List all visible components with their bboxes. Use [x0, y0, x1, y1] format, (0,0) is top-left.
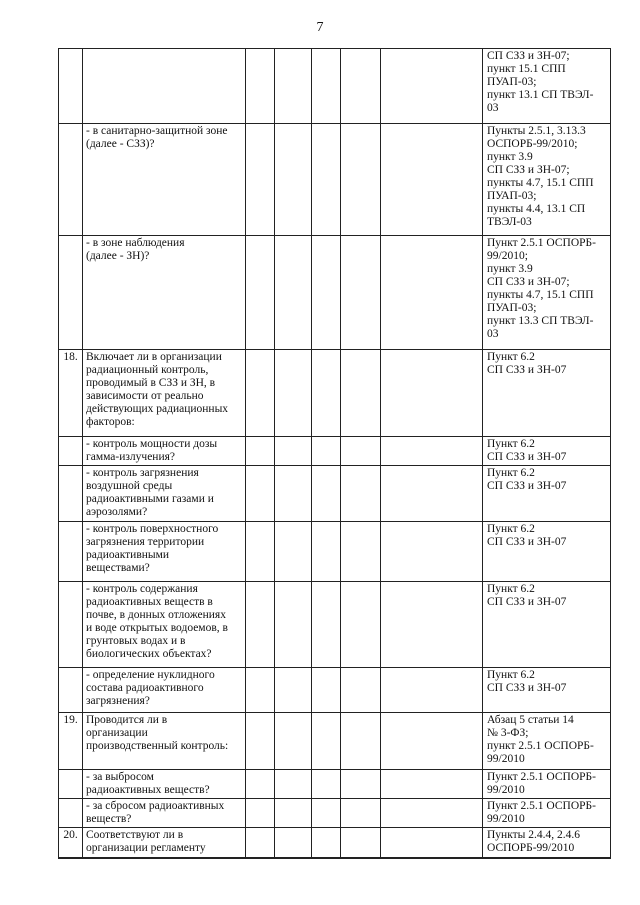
table-row: [59, 49, 611, 124]
item-number: [59, 466, 83, 522]
notes-cell: [381, 522, 483, 582]
table-row: [59, 466, 611, 522]
answer-cell-extra: [341, 713, 381, 770]
notes-cell: [381, 828, 483, 858]
table-row: [59, 713, 611, 770]
table-row: [59, 668, 611, 713]
answer-cell-yes: [246, 668, 275, 713]
notes-cell: [381, 770, 483, 799]
reference-cell: Пункт 6.2 СП СЗЗ и ЗН-07: [483, 437, 611, 466]
answer-cell-no: [275, 124, 312, 236]
answer-cell-extra: [341, 799, 381, 828]
item-number: [59, 799, 83, 828]
table-row: [59, 350, 611, 437]
answer-cell-yes: [246, 124, 275, 236]
notes-cell: [381, 124, 483, 236]
reference-cell: Пункт 2.5.1 ОСПОРБ- 99/2010; пункт 3.9 СП СЗЗ и ЗН-07; пункты 4.7, 15.1 СПП ПУАП-03; пункт 13.3 СП ТВЭЛ- 03: [483, 236, 611, 350]
item-number: [59, 582, 83, 668]
answer-cell-no: [275, 437, 312, 466]
table-row: [59, 582, 611, 668]
answer-cell-no: [275, 522, 312, 582]
reference-cell: Пункт 2.5.1 ОСПОРБ- 99/2010: [483, 799, 611, 828]
reference-cell: Пункт 6.2 СП СЗЗ и ЗН-07: [483, 522, 611, 582]
item-number: 18.: [59, 350, 83, 437]
reference-cell: Пункт 6.2 СП СЗЗ и ЗН-07: [483, 350, 611, 437]
answer-cell-yes: [246, 799, 275, 828]
answer-cell-extra: [341, 522, 381, 582]
answer-cell-na: [312, 437, 341, 466]
item-number: [59, 124, 83, 236]
item-number: [59, 49, 83, 124]
answer-cell-yes: [246, 828, 275, 858]
answer-cell-no: [275, 799, 312, 828]
answer-cell-no: [275, 466, 312, 522]
answer-cell-yes: [246, 49, 275, 124]
reference-cell: Пункт 6.2 СП СЗЗ и ЗН-07: [483, 466, 611, 522]
answer-cell-extra: [341, 466, 381, 522]
answer-cell-na: [312, 668, 341, 713]
answer-cell-no: [275, 828, 312, 858]
answer-cell-extra: [341, 770, 381, 799]
answer-cell-na: [312, 828, 341, 858]
reference-cell: Пункт 2.5.1 ОСПОРБ- 99/2010: [483, 770, 611, 799]
answer-cell-na: [312, 770, 341, 799]
answer-cell-na: [312, 522, 341, 582]
answer-cell-extra: [341, 236, 381, 350]
item-number: 20.: [59, 828, 83, 858]
table-row: [59, 236, 611, 350]
answer-cell-yes: [246, 522, 275, 582]
notes-cell: [381, 668, 483, 713]
question-cell: - в зоне наблюдения (далее - ЗН)?: [83, 236, 246, 350]
table-row: [59, 799, 611, 828]
answer-cell-no: [275, 49, 312, 124]
answer-cell-na: [312, 124, 341, 236]
answer-cell-na: [312, 582, 341, 668]
answer-cell-yes: [246, 236, 275, 350]
table-row: [59, 437, 611, 466]
question-cell: - контроль мощности дозы гамма-излучения?: [83, 437, 246, 466]
item-number: [59, 770, 83, 799]
notes-cell: [381, 437, 483, 466]
notes-cell: [381, 236, 483, 350]
page-number: 7: [316, 20, 324, 35]
answer-cell-no: [275, 668, 312, 713]
answer-cell-extra: [341, 828, 381, 858]
notes-cell: [381, 350, 483, 437]
table-row: [59, 124, 611, 236]
answer-cell-yes: [246, 437, 275, 466]
answer-cell-no: [275, 236, 312, 350]
reference-cell: СП СЗЗ и ЗН-07; пункт 15.1 СПП ПУАП-03; пункт 13.1 СП ТВЭЛ- 03: [483, 49, 611, 124]
checklist-table: [58, 48, 611, 859]
question-cell: - контроль загрязнения воздушной среды радиоактивными газами и аэрозолями?: [83, 466, 246, 522]
table-row: [59, 522, 611, 582]
answer-cell-na: [312, 350, 341, 437]
item-number: 19.: [59, 713, 83, 770]
reference-cell: Пункты 2.4.4, 2.4.6 ОСПОРБ-99/2010: [483, 828, 611, 858]
table-row: [59, 770, 611, 799]
answer-cell-na: [312, 466, 341, 522]
answer-cell-extra: [341, 350, 381, 437]
question-cell: Соответствуют ли в организации регламенту: [83, 828, 246, 858]
question-cell: - в санитарно-защитной зоне (далее - СЗЗ)?: [83, 124, 246, 236]
notes-cell: [381, 466, 483, 522]
notes-cell: [381, 49, 483, 124]
question-cell: - контроль поверхностного загрязнения территории радиоактивными веществами?: [83, 522, 246, 582]
answer-cell-yes: [246, 582, 275, 668]
question-cell: Включает ли в организации радиационный контроль, проводимый в СЗЗ и ЗН, в зависимости от реально действующих радиационных факторов:: [83, 350, 246, 437]
answer-cell-extra: [341, 437, 381, 466]
item-number: [59, 236, 83, 350]
question-cell: [83, 49, 246, 124]
answer-cell-extra: [341, 582, 381, 668]
answer-cell-yes: [246, 466, 275, 522]
question-cell: - за выбросом радиоактивных веществ?: [83, 770, 246, 799]
answer-cell-no: [275, 770, 312, 799]
notes-cell: [381, 713, 483, 770]
answer-cell-yes: [246, 350, 275, 437]
answer-cell-no: [275, 713, 312, 770]
reference-cell: Пункт 6.2 СП СЗЗ и ЗН-07: [483, 582, 611, 668]
item-number: [59, 668, 83, 713]
answer-cell-no: [275, 350, 312, 437]
reference-cell: Пункт 6.2 СП СЗЗ и ЗН-07: [483, 668, 611, 713]
item-number: [59, 522, 83, 582]
answer-cell-na: [312, 49, 341, 124]
table-row: [59, 828, 611, 858]
answer-cell-yes: [246, 770, 275, 799]
answer-cell-no: [275, 582, 312, 668]
question-cell: - за сбросом радиоактивных веществ?: [83, 799, 246, 828]
answer-cell-na: [312, 713, 341, 770]
question-cell: Проводится ли в организации производственный контроль:: [83, 713, 246, 770]
question-cell: - контроль содержания радиоактивных веществ в почве, в донных отложениях и воде открытых водоемов, в грунтовых водах и в биологических объектах?: [83, 582, 246, 668]
answer-cell-na: [312, 236, 341, 350]
answer-cell-na: [312, 799, 341, 828]
answer-cell-extra: [341, 668, 381, 713]
notes-cell: [381, 582, 483, 668]
answer-cell-extra: [341, 49, 381, 124]
reference-cell: Абзац 5 статьи 14 № 3-ФЗ; пункт 2.5.1 ОСПОРБ- 99/2010: [483, 713, 611, 770]
notes-cell: [381, 799, 483, 828]
answer-cell-yes: [246, 713, 275, 770]
question-cell: - определение нуклидного состава радиоактивного загрязнения?: [83, 668, 246, 713]
item-number: [59, 437, 83, 466]
answer-cell-extra: [341, 124, 381, 236]
reference-cell: Пункты 2.5.1, 3.13.3 ОСПОРБ-99/2010; пункт 3.9 СП СЗЗ и ЗН-07; пункты 4.7, 15.1 СПП ПУАП-03; пункты 4.4, 13.1 СП ТВЭЛ-03: [483, 124, 611, 236]
